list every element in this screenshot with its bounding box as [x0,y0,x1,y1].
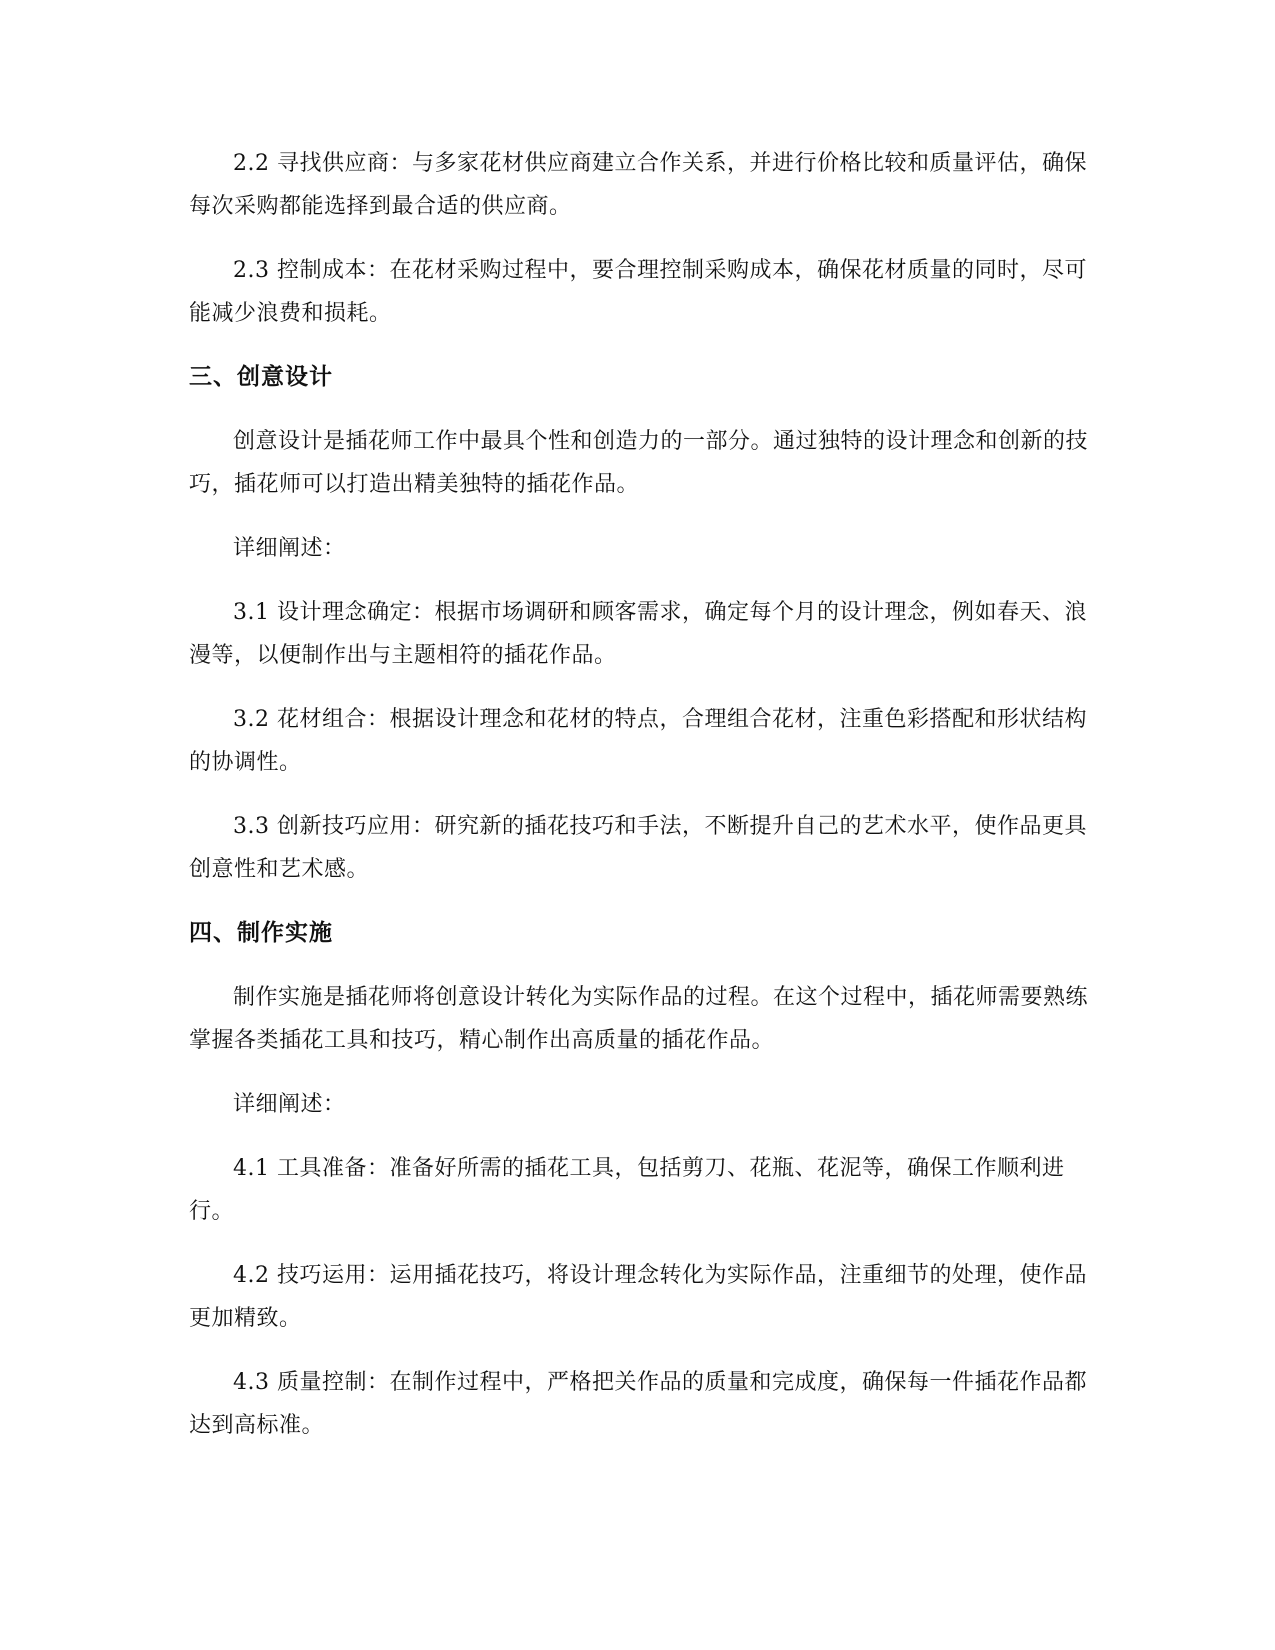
paragraph-2-2: 2.2 寻找供应商：与多家花材供应商建立合作关系，并进行价格比较和质量评估，确保每次采购都能选择到最合适的供应商。 [189,151,1087,219]
paragraph-4-1: 4.1 工具准备：准备好所需的插花工具，包括剪刀、花瓶、花泥等，确保工作顺利进行。 [189,1156,1065,1224]
paragraph-4-2: 4.2 技巧运用：运用插花技巧，将设计理念转化为实际作品，注重细节的处理，使作品更加精致。 [189,1263,1087,1331]
paragraph-3-1: 3.1 设计理念确定：根据市场调研和顾客需求，确定每个月的设计理念，例如春天、浪漫等，以便制作出与主题相符的插花作品。 [189,600,1087,668]
paragraph-4-intro: 制作实施是插花师将创意设计转化为实际作品的过程。在这个过程中，插花师需要熟练掌握各类插花工具和技巧，精心制作出高质量的插花作品。 [189,985,1089,1053]
paragraph-2-3: 2.3 控制成本：在花材采购过程中，要合理控制采购成本，确保花材质量的同时，尽可能减少浪费和损耗。 [189,258,1087,326]
paragraph-3-3: 3.3 创新技巧应用：研究新的插花技巧和手法，不断提升自己的艺术水平，使作品更具创意性和艺术感。 [189,814,1087,882]
paragraph-4-3: 4.3 质量控制：在制作过程中，严格把关作品的质量和完成度，确保每一件插花作品都达到高标准。 [189,1370,1087,1438]
paragraph-3-2: 3.2 花材组合：根据设计理念和花材的特点，合理组合花材，注重色彩搭配和形状结构的协调性。 [189,707,1087,775]
document-body [189,142,1089,1468]
section-heading-4: 四、制作实施 [189,920,333,946]
section-heading-3: 三、创意设计 [189,364,333,390]
paragraph-3-intro: 创意设计是插花师工作中最具个性和创造力的一部分。通过独特的设计理念和创新的技巧，插花师可以打造出精美独特的插花作品。 [189,429,1089,497]
paragraph-3-detail-label: 详细阐述： [233,536,346,561]
paragraph-4-detail-label: 详细阐述： [233,1092,346,1117]
